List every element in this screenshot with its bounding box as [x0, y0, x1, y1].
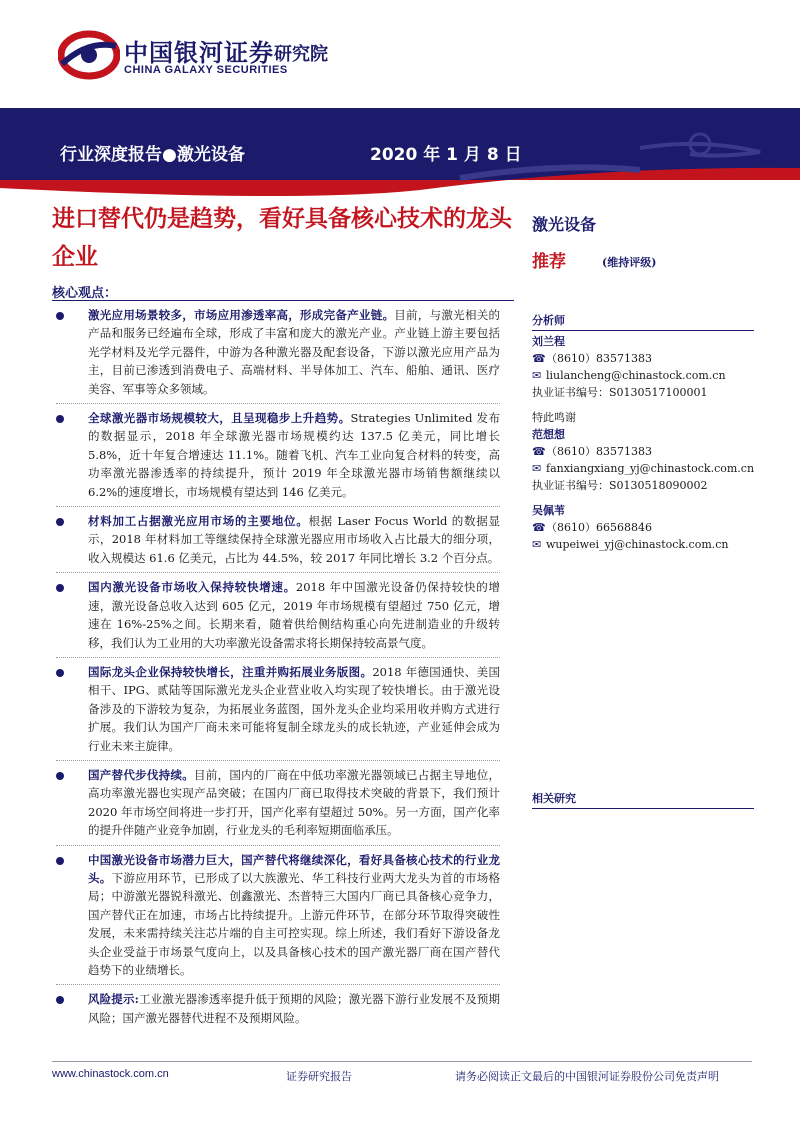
bullet-dot-icon — [56, 857, 64, 865]
analyst-name: 范想想 — [532, 428, 565, 441]
bullet-head: 全球激光器市场规模较大，且呈现稳步上升趋势。 — [88, 411, 351, 426]
bullet-dot-icon — [56, 996, 64, 1004]
footer-doc-type: 证券研究报告 — [286, 1070, 352, 1083]
bullet-head: 激光应用场景较多，市场应用渗透率高，形成完备产业链。 — [88, 308, 395, 322]
thanks-label: 特此鸣谢 — [532, 411, 576, 424]
bullet-divider — [56, 657, 500, 659]
bullet-head: 材料加工占据激光应用市场的主要地位。 — [88, 514, 309, 529]
core-points-divider — [52, 300, 514, 301]
bullet-item — [56, 766, 500, 840]
core-points-label: 核心观点： — [52, 286, 118, 301]
bullet-dot-icon — [56, 312, 64, 320]
bullet-divider — [56, 403, 500, 405]
footer-divider — [52, 1061, 752, 1062]
bullet-divider — [56, 506, 500, 508]
analyst-section — [532, 312, 754, 553]
analyst-email[interactable]: ✉ wupeiwei_yj@chinastock.com.cn — [532, 538, 729, 551]
bullet-item — [56, 512, 500, 567]
analyst-email[interactable]: ✉ liulancheng@chinastock.com.cn — [532, 369, 726, 382]
analyst-heading: 分析师 — [532, 312, 754, 331]
rating-label: 推荐 — [532, 252, 566, 272]
bullet-list — [56, 306, 500, 1027]
bullet-item — [56, 409, 500, 501]
report-date: 2020 年 1 月 8 日 — [370, 145, 522, 165]
mail-icon: ✉ — [532, 538, 542, 551]
bullet-dot-icon — [56, 772, 64, 780]
analyst-phone: ☎（8610）66568846 — [532, 521, 652, 534]
bullet-body: 目前，与激光相关的产品和服务已经遍布全球，形成了丰富和庞大的激光产业。产业链上游主要包括光学材料及光学元器件，中游为各种激光器及配套设备，下游以激光应用产品为主，目前已渗透到消费电子、高端材料、半导体加工、汽车、船舶、通讯、医疗美容、军事等众多领域。 — [88, 308, 501, 396]
bullet-divider — [56, 984, 500, 986]
sector-label: 激光设备 — [532, 215, 597, 234]
bullet-divider — [56, 572, 500, 574]
bullet-head: 国际龙头企业保持较快增长，注重并购拓展业务版图。 — [88, 664, 373, 679]
bullet-dot-icon — [56, 518, 64, 526]
related-research-heading: 相关研究 — [532, 790, 754, 809]
bullet-head: 风险提示: — [88, 992, 139, 1007]
brand-name-cn: 中国银河证券 — [124, 39, 274, 67]
mail-icon: ✉ — [532, 462, 542, 475]
analyst-name: 刘兰程 — [532, 335, 565, 348]
bullet-item — [56, 851, 500, 980]
bullet-dot-icon — [56, 584, 64, 592]
mail-icon: ✉ — [532, 369, 542, 382]
bullet-body: 2018 年德国通快、美国相干、IPG、贰陆等国际激光龙头企业营业收入均实现了较快增长。由于激光设备涉及的下游较为复杂，为拓展业务蓝图，国外龙头企业均采用收并购方式进行扩展。我们认为国产厂商未来可能将复制全球龙头的成长轨迹，产业延伸会成为行业未来主旋律。 — [88, 664, 501, 753]
bullet-item — [56, 578, 500, 652]
bullet-head: 中国激光设备市场潜力巨大，国产替代将继续深化，看好具备核心技术的行业龙头。 — [88, 852, 500, 885]
report-title: 进口替代仍是趋势，看好具备核心技术的龙头企业 — [52, 206, 512, 270]
bullet-divider — [56, 845, 500, 847]
report-type-label: 行业深度报告●激光设备 — [60, 145, 245, 165]
analyst-license: 执业证书编号：S0130518090002 — [532, 479, 708, 492]
bullet-head: 国产替代步伐持续。 — [88, 767, 195, 782]
analyst-phone: ☎（8610）83571383 — [532, 352, 652, 365]
footer-website-link[interactable]: www.chinastock.com.cn — [52, 1068, 169, 1080]
bullet-body: 下游应用环节，已形成了以大族激光、华工科技行业两大龙头为首的市场格局；中游激光器锐科激光、创鑫激光、杰普特三大国内厂商已具备核心竞争力，国产替代正在加速，市场占比持续提升。上游元件环节，在部分环节取得突破性发展，未来需持续关注芯片端的自主可控实现。综上所述，我们看好下游设备龙头企业受益于市场景气度向上，以及具备核心技术的国产激光器厂商在国产替代趋势下的业绩增长。 — [88, 870, 500, 977]
bullet-body: 2018 年中国激光设备仍保持较快的增速，激光设备总收入达到 605 亿元，2019 年市场规模有望超过 750 亿元，增速在 16%-25%之间。长期来看，随着供给侧结构重心向先进制造业的升级转移，我们认为工业用的大功率激光设备需求将长期保持较高景气度。 — [88, 580, 501, 650]
phone-icon: ☎ — [532, 352, 546, 365]
bullet-head: 国内激光设备市场收入保持较快增速。 — [88, 580, 296, 595]
bullet-dot-icon — [56, 669, 64, 677]
phone-icon: ☎ — [532, 445, 546, 458]
analyst-email[interactable]: ✉ fanxiangxiang_yj@chinastock.com.cn — [532, 462, 755, 475]
institute-label: 研究院 — [274, 44, 328, 65]
analyst-name: 吴佩苇 — [532, 504, 565, 517]
phone-icon: ☎ — [532, 521, 546, 534]
bullet-item — [56, 663, 500, 755]
galaxy-logo-icon — [58, 30, 120, 80]
bullet-dot-icon — [56, 415, 64, 423]
rating-note: (维持评级) — [602, 256, 657, 269]
bullet-item — [56, 306, 500, 398]
bullet-divider — [56, 760, 500, 762]
analyst-phone: ☎（8610）83571383 — [532, 445, 652, 458]
footer-disclaimer: 请务必阅读正文最后的中国银河证券股份公司免责声明 — [455, 1070, 719, 1083]
bullet-body: 目前，国内的厂商在中低功率激光器领域已占据主导地位，高功率激光器也实现产品突破；在国内厂商已取得技术突破的背景下，我们预计 2020 年市场空间将进一步打开，国产化率有望超过 50%。另一方面，国产化率的提升伴随产业竞争加剧，行业龙头的毛利率短期面临承压。 — [88, 767, 500, 838]
related-research-section — [532, 790, 754, 811]
brand-name-en: CHINA GALAXY SECURITIES — [124, 64, 288, 76]
bullet-item — [56, 990, 500, 1027]
bullet-body: 根据 Laser Focus World 的数据显示，2018 年材料加工等继续保持全球激光器应用市场收入占比最大的细分项，收入规模达 61.6 亿美元，占比为 44.5%，较 2017 年同比增长 3.2 个百分点。 — [88, 514, 500, 565]
analyst-license: 执业证书编号：S0130517100001 — [532, 386, 708, 399]
bullet-body: Strategies Unlimited 发布的数据显示，2018 年全球激光器市场规模约达 137.5 亿美元，同比增长 5.8%，近十年复合增速达 11.1%。随着飞机、汽车工业向复合材料的转变，高功率激光器渗透率的持续提升，预计 2019 年全球激光器市场销售额继续以 6.2%的速度增长，市场规模有望达到 146 亿美元。 — [88, 411, 500, 499]
bullet-body: 工业激光器渗透率提升低于预期的风险；激光器下游行业发展不及预期风险；国产激光器替代进程不及预期风险。 — [88, 992, 501, 1025]
